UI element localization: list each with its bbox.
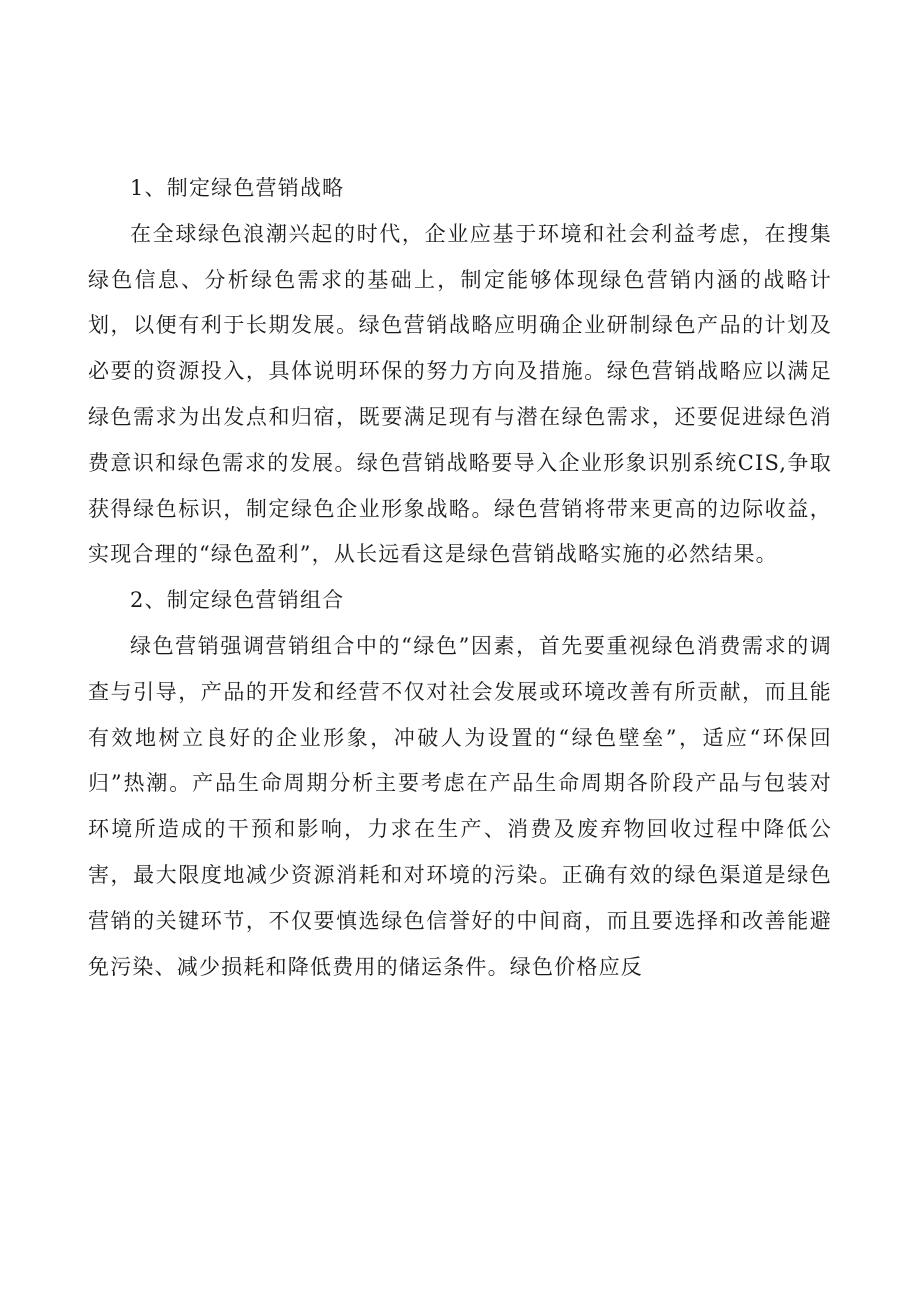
document-body <box>88 166 832 990</box>
section-heading-1: 1、制定绿色营销战略 <box>130 176 345 200</box>
section-paragraph-1: 在全球绿色浪潮兴起的时代，企业应基于环境和社会利益考虑，在搜集绿色信息、分析绿色需求的基础上，制定能够体现绿色营销内涵的战略计划，以便有利于长期发展。绿色营销战略应明确企业研制绿色产品的计划及必要的资源投入，具体说明环保的努力方向及措施。绿色营销战略应以满足绿色需求为出发点和归宿，既要满足现有与潜在绿色需求，还要促进绿色消费意识和绿色需求的发展。绿色营销战略要导入企业形象识别系统CIS,争取获得绿色标识，制定绿色企业形象战略。绿色营销将带来更高的边际收益，实现合理的“绿色盈利”，从长远看这是绿色营销战略实施的必然结果。 <box>88 221 832 567</box>
section-heading-2: 2、制定绿色营销组合 <box>130 588 345 613</box>
section-paragraph-2: 绿色营销强调营销组合中的“绿色”因素，首先要重视绿色消费需求的调查与引导，产品的开发和经营不仅对社会发展或环境改善有所贡献，而且能有效地树立良好的企业形象，冲破人为设置的“绿色壁垒”，适应“环保回归”热潮。产品生命周期分析主要考虑在产品生命周期各阶段产品与包装对环境所造成的干预和影响，力求在生产、消费及废弃物回收过程中降低公害，最大限度地减少资源消耗和对环境的污染。正确有效的绿色渠道是绿色营销的关键环节，不仅要慎选绿色信誉好的中间商，而且要选择和改善能避免污染、减少损耗和降低费用的储运条件。绿色价格应反 <box>88 633 832 979</box>
